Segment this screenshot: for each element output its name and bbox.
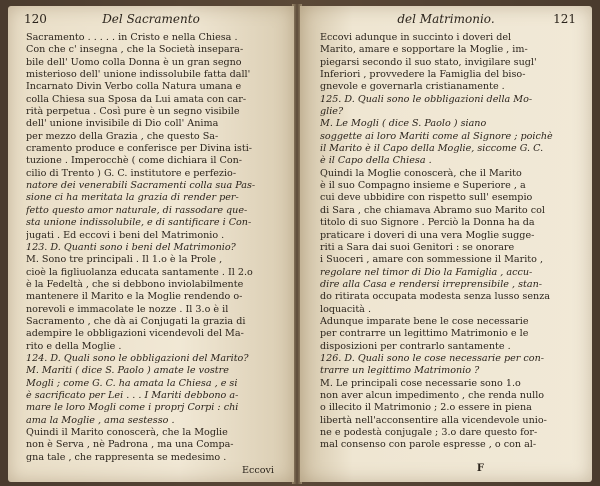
text-line: è la Fedeltà , che si debbono inviolabilmente — [26, 278, 244, 290]
right-running-header — [316, 12, 576, 30]
text-line: soggette ai loro Mariti come al Signore ; poichè — [320, 130, 553, 142]
right-page — [300, 6, 592, 482]
right-page-number: 121 — [553, 12, 576, 26]
text-line: glie? — [320, 106, 344, 118]
text-line: regolare nel timor di Dio la Famiglia , accu- — [320, 266, 533, 278]
text-line: i Suoceri , amare con sommessione il Marito , — [320, 254, 544, 266]
left-body-text — [26, 32, 280, 464]
text-line: sta unione indissolubile, e di santificare i Con- — [26, 217, 252, 229]
text-line: Sacramento , che dà ai Conjugati la grazia di — [26, 315, 246, 327]
left-running-header — [24, 12, 278, 30]
text-line: 126. D. Quali sono le cose necessarie per con- — [320, 352, 544, 364]
text-line: tuzione . Imperocchè ( come dichiara il Con- — [26, 155, 243, 167]
text-line: 124. D. Quali sono le obbligazioni del Marito? — [26, 352, 249, 364]
text-line: Incarnato Divin Verbo colla Natura umana e — [26, 81, 242, 93]
text-line: Adunque imparate bene le cose necessarie — [320, 315, 529, 327]
text-line: titolo di suo Signore . Perciò la Donna ha da — [320, 217, 535, 229]
left-running-head: Del Sacramento — [102, 12, 200, 26]
text-line: cioè la figliuolanza educata santamente . Il 2.o — [26, 266, 253, 278]
text-line: mantenere il Marito e la Moglie rendendo o- — [26, 291, 243, 303]
text-line: gna tale , che rappresenta se medesimo . — [26, 451, 227, 463]
text-line: colla Chiesa sua Sposa da Lui amata con car- — [26, 93, 247, 105]
text-line: non aver alcun impedimento , che renda nullo — [320, 389, 545, 401]
text-line: rità perpetua . Così pure è un segno visibile — [26, 106, 240, 118]
right-body-text — [320, 32, 578, 452]
text-line: praticare i doveri di una vera Moglie sugge- — [320, 229, 535, 241]
text-line: cilio di Trento ) G. C. institutore e perfezio- — [26, 167, 237, 179]
text-line: Inferiori , provvedere la Famiglia del biso- — [320, 69, 526, 81]
text-line: cramento produce e conferisce per Divina isti- — [26, 143, 253, 155]
text-line: loquacità . — [320, 303, 371, 315]
text-line: do ritirata occupata modesta senza lusso senza — [320, 291, 550, 303]
text-line: M. Mariti ( dice S. Paolo ) amate le vostre — [26, 365, 229, 377]
text-line: cui deve ubbidire con rispetto sull' esempio — [320, 192, 533, 204]
text-line: jugati . Ed eccovi i beni del Matrimonio . — [26, 229, 225, 241]
text-line: non è Serva , nè Padrona , ma una Compa- — [26, 439, 234, 451]
text-line: sione ci ha meritata la grazia di render per- — [26, 192, 239, 204]
text-line: M. Sono tre principali . Il 1.o è la Prole , — [26, 254, 223, 266]
text-line: M. Le Mogli ( dice S. Paolo ) siano — [320, 118, 487, 130]
text-line: trarre un legittimo Matrimonio ? — [320, 365, 480, 377]
text-line: gnevole e governarla cristianamente . — [320, 81, 505, 93]
text-line: misterioso dell' unione indissolubile fatta dall' — [26, 69, 251, 81]
text-line: Mogli ; come G. C. ha amata la Chiesa , e si — [26, 377, 238, 389]
text-line: Marito, amare e sopportare la Moglie , im- — [320, 44, 528, 56]
right-running-head: del Matrimonio. — [397, 12, 495, 26]
text-line: Eccovi adunque in succinto i doveri del — [320, 32, 512, 43]
text-line: o illecito il Matrimonio ; 2.o essere in piena — [320, 402, 532, 414]
text-line: adempire le obbligazioni vicendevoli del Ma- — [26, 328, 244, 340]
text-line: Con che c' insegna , che la Società insepara- — [26, 44, 244, 56]
text-line: norevoli e immacolate le nozze . Il 3.o è il — [26, 303, 229, 315]
text-line: per mezzo della Grazia , che questo Sa- — [26, 130, 219, 142]
signature-mark: F — [476, 463, 484, 474]
text-line: disposizioni per contrarlo santamente . — [320, 340, 511, 352]
text-line: natore dei venerabili Sacramenti colla sua Pas- — [26, 180, 256, 192]
text-line: è il Capo della Chiesa . — [320, 155, 432, 167]
text-line: dell' unione invisibile di Dio coll' Anima — [26, 118, 219, 130]
text-line: è il suo Compagno insieme e Superiore , a — [320, 180, 526, 192]
text-line: Quindi il Marito conoscerà, che la Moglie — [26, 427, 228, 438]
text-line: M. Le principali cose necessarie sono 1.o — [320, 377, 521, 389]
text-line: fetto questo amor naturale, di rassodare que- — [26, 204, 248, 216]
text-line: bile dell' Uomo colla Donna è un gran segno — [26, 56, 242, 68]
text-line: il Marito è il Capo della Moglie, siccome G. C. — [320, 143, 544, 155]
text-line: è sacrificato per Lei . . . I Mariti debbono a- — [26, 389, 239, 401]
text-line: Quindi la Moglie conoscerà, che il Marito — [320, 167, 522, 179]
text-line: riti a Sara dai suoi Genitori : se onorare — [320, 241, 515, 253]
text-line: rito e della Moglie . — [26, 340, 122, 352]
text-line: di Sara , che chiamava Abramo suo Marito col — [320, 204, 545, 216]
text-line: dire alla Casa e rendersi irreprensibile , stan- — [320, 278, 543, 290]
catchword: Eccovi — [241, 465, 274, 476]
text-line: ama la Moglie , ama sestesso . — [26, 414, 175, 426]
text-line: 125. D. Quali sono le obbligazioni della Mo- — [320, 93, 533, 105]
text-line: Sacramento . . . . . in Cristo e nella Chiesa . — [26, 32, 238, 43]
left-page — [8, 6, 294, 482]
text-line: ne e podestà conjugale ; 3.o dare questo for- — [320, 427, 538, 438]
text-line: per contrarre un legittimo Matrimonio e le — [320, 328, 529, 340]
left-page-number: 120 — [24, 12, 47, 26]
text-line: libertà nell'acconsentire alla vicendevole unio- — [320, 414, 547, 426]
text-line: mal consenso con parole espresse , o con al- — [320, 439, 537, 451]
text-line: piegarsi secondo il suo stato, invigilare sugl' — [320, 56, 537, 68]
text-line: mare le loro Mogli come i proprj Corpi : chi — [26, 402, 239, 414]
text-line: 123. D. Quanti sono i beni del Matrimonio? — [26, 241, 236, 253]
